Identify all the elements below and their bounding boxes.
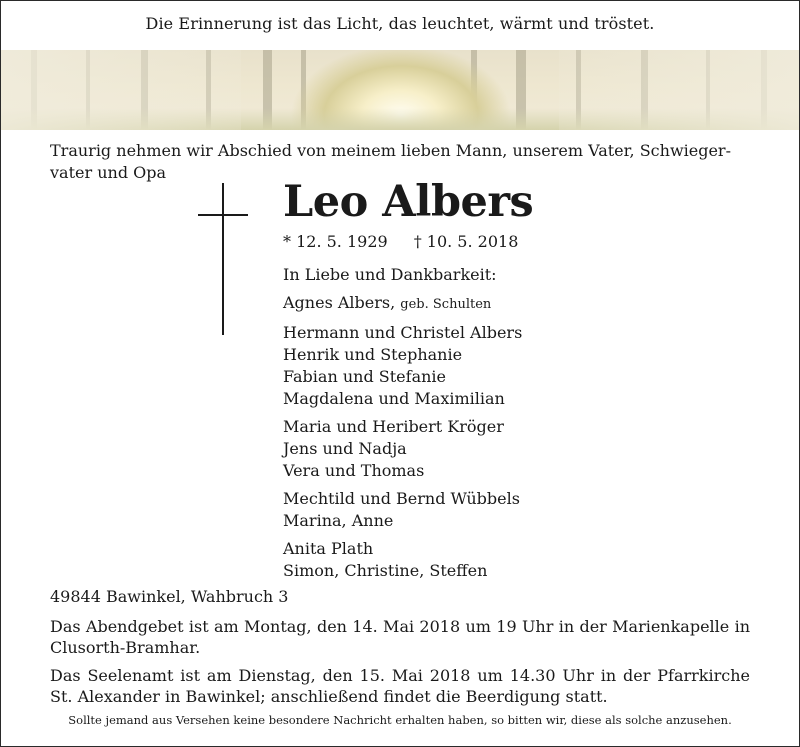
birth-date: * 12. 5. 1929: [283, 232, 388, 251]
family-member: Magdalena und Maximilian: [283, 389, 505, 408]
family-member: Henrik und Stephanie: [283, 345, 463, 364]
intro-line-1: Traurig nehmen wir Abschied von meinem lieben Mann, unserem Vater, Schwieger-: [50, 141, 731, 160]
family-group: [283, 538, 522, 582]
family-group-head: Anita Plath: [283, 539, 374, 558]
address-text: 49844 Bawinkel, Wahbruch 3: [50, 587, 289, 606]
family-group-head: Hermann und Christel Albers: [283, 323, 523, 342]
requiem-text: Das Seelenamt ist am Dienstag, den 15. Mai 2018 um 14.30 Uhr in der Pfarrkirche St. Alexander in Bawinkel; anschließend findet die Beerdigung statt.: [50, 666, 750, 706]
motto-text: Die Erinnerung ist das Licht, das leuchtet, wärmt und tröstet.: [145, 14, 655, 33]
family-member: Jens und Nadja: [283, 439, 407, 458]
forest-banner-image: [1, 50, 799, 130]
family-member: Fabian und Stefanie: [283, 367, 446, 386]
death-date: † 10. 5. 2018: [413, 232, 519, 251]
footer-note: Sollte jemand aus Versehen keine besondere Nachricht erhalten haben, so bitten wir, diese als solche anzusehen.: [68, 713, 732, 727]
family-heading: In Liebe und Dankbarkeit:: [283, 265, 497, 284]
wife-maiden-name: geb. Schulten: [400, 297, 492, 312]
family-member: Marina, Anne: [283, 511, 394, 530]
family-member: Vera und Thomas: [283, 461, 425, 480]
family-group-head: Maria und Heribert Kröger: [283, 417, 504, 436]
deceased-name: Leo Albers: [283, 177, 534, 227]
family-list: [283, 264, 522, 588]
evening-prayer-text: Das Abendgebet ist am Montag, den 14. Mai 2018 um 19 Uhr in der Marienkapelle in Clusorth-Bramhar.: [50, 617, 750, 657]
family-group: [283, 488, 522, 532]
family-group: [283, 416, 522, 482]
family-member: Simon, Christine, Steffen: [283, 561, 488, 580]
family-group-head: Mechtild und Bernd Wübbels: [283, 489, 520, 508]
wife-name: Agnes Albers,: [283, 293, 396, 312]
family-group: [283, 322, 522, 410]
cross-icon: [198, 183, 248, 338]
life-dates: [283, 232, 518, 251]
intro-line-2: vater und Opa: [50, 163, 167, 182]
family-wife: [283, 292, 522, 316]
